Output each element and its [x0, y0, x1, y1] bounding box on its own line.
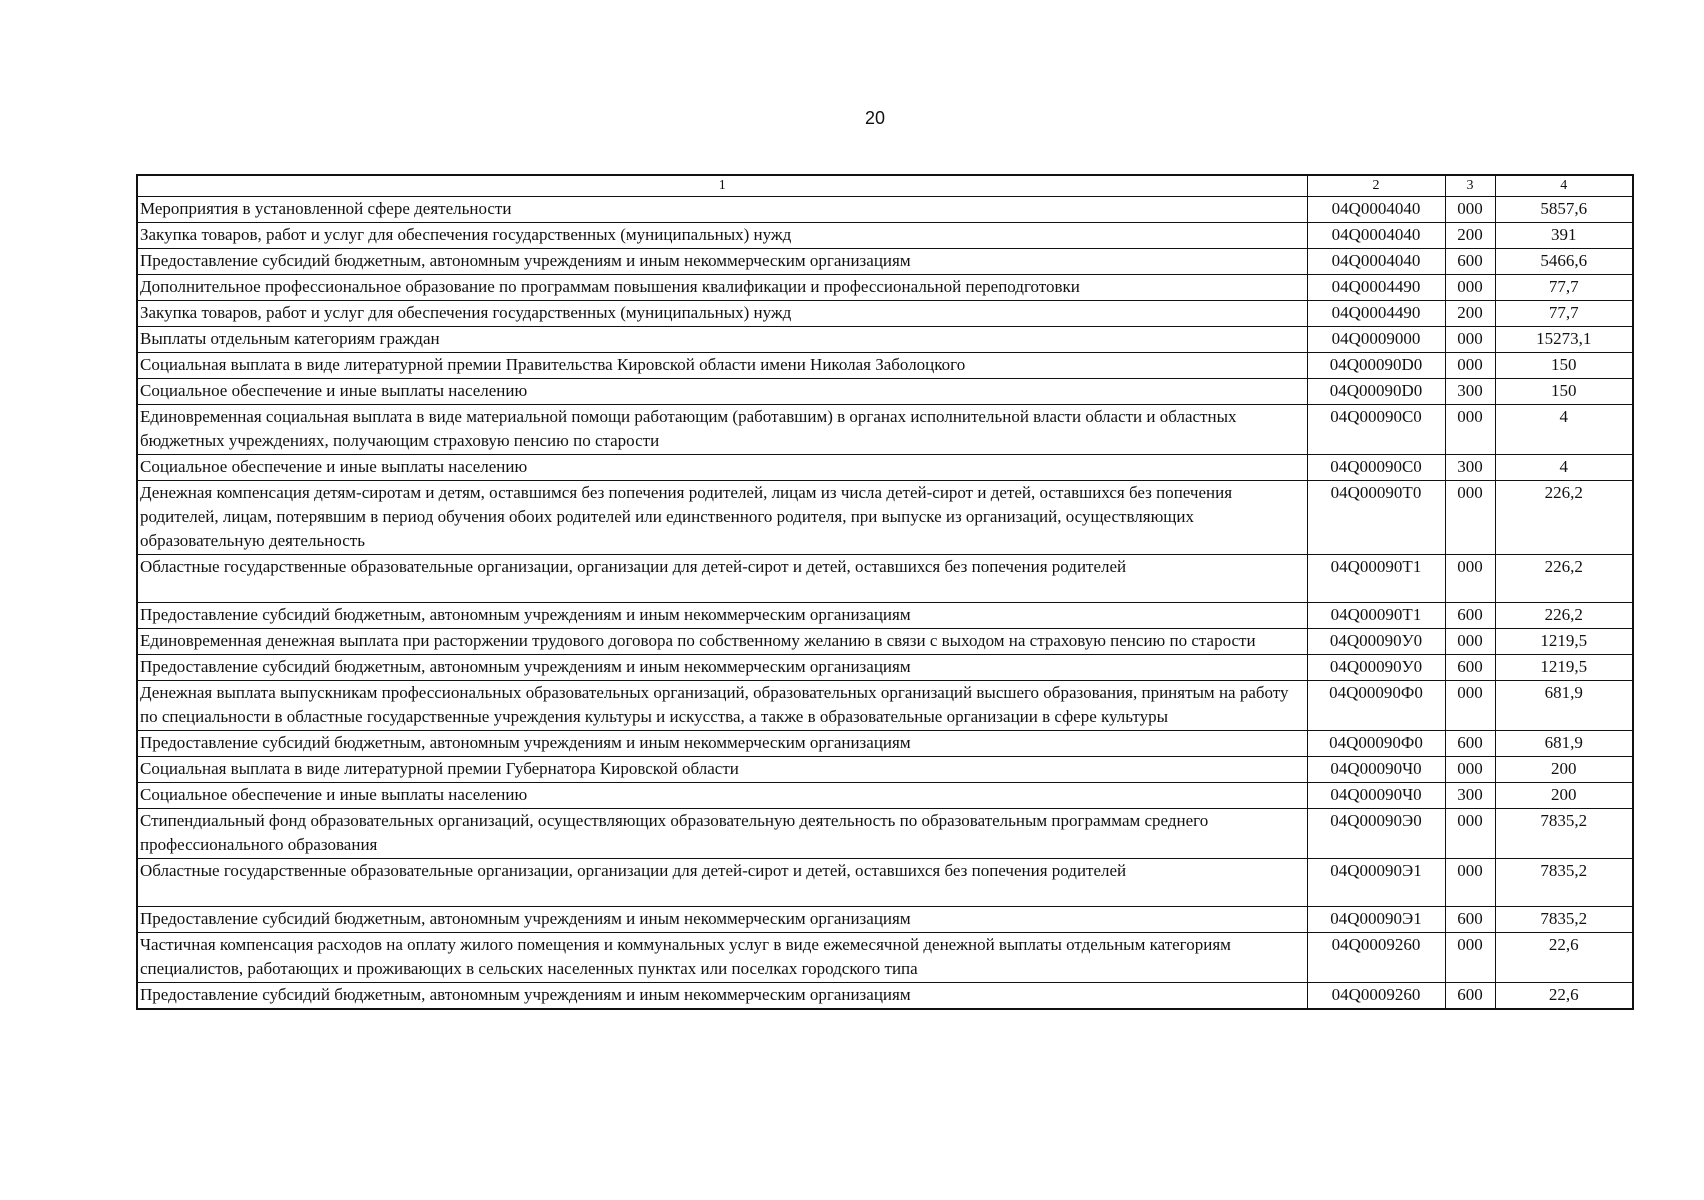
row-expense-type-cell: 000	[1445, 353, 1495, 379]
table-header-row	[137, 175, 1633, 197]
table-row	[137, 933, 1633, 983]
row-amount-cell: 681,9	[1495, 681, 1633, 731]
row-code-cell: 04Q00090Ф0	[1307, 731, 1445, 757]
row-expense-type-cell: 000	[1445, 629, 1495, 655]
table-row	[137, 757, 1633, 783]
table-row	[137, 681, 1633, 731]
row-name-cell: Денежная компенсация детям-сиротам и детям, оставшимся без попечения родителей, лицам из числа детей-сирот и детей, оставшихся без попечения родителей, лицам, потерявшим в период обучения обоих родителей или единственного родителя, при выпуске из организаций, осуществляющих образовательную деятельность	[137, 481, 1307, 555]
column-number-2: 2	[1307, 175, 1445, 197]
row-name-cell: Денежная выплата выпускникам профессиональных образовательных организаций, образовательных организаций высшего образования, принятым на работу по специальности в областные государственные учреждения культуры и искусства, а также в образовательные организации в сфере культуры	[137, 681, 1307, 731]
row-name-cell: Социальное обеспечение и иные выплаты населению	[137, 379, 1307, 405]
row-name-cell: Социальное обеспечение и иные выплаты населению	[137, 455, 1307, 481]
row-amount-cell: 226,2	[1495, 555, 1633, 603]
table-row	[137, 379, 1633, 405]
row-expense-type-cell: 200	[1445, 301, 1495, 327]
row-code-cell: 04Q0004040	[1307, 249, 1445, 275]
column-number-4: 4	[1495, 175, 1633, 197]
row-amount-cell: 1219,5	[1495, 655, 1633, 681]
row-amount-cell: 22,6	[1495, 983, 1633, 1010]
row-name-cell: Социальное обеспечение и иные выплаты населению	[137, 783, 1307, 809]
row-code-cell: 04Q00090Э1	[1307, 859, 1445, 907]
budget-table-body	[137, 175, 1633, 1009]
row-name-cell: Социальная выплата в виде литературной премии Правительства Кировской области имени Николая Заболоцкого	[137, 353, 1307, 379]
row-expense-type-cell: 600	[1445, 731, 1495, 757]
table-row	[137, 655, 1633, 681]
row-name-cell: Мероприятия в установленной сфере деятельности	[137, 197, 1307, 223]
table-row	[137, 783, 1633, 809]
row-amount-cell: 150	[1495, 353, 1633, 379]
row-expense-type-cell: 600	[1445, 983, 1495, 1010]
table-row	[137, 223, 1633, 249]
row-code-cell: 04Q0004040	[1307, 223, 1445, 249]
table-row	[137, 327, 1633, 353]
row-amount-cell: 681,9	[1495, 731, 1633, 757]
row-code-cell: 04Q0004490	[1307, 275, 1445, 301]
row-amount-cell: 200	[1495, 757, 1633, 783]
page-number: 20	[864, 108, 886, 128]
row-name-cell: Предоставление субсидий бюджетным, автономным учреждениям и иным некоммерческим организациям	[137, 655, 1307, 681]
row-name-cell: Областные государственные образовательные организации, организации для детей-сирот и детей, оставшихся без попечения родителей	[137, 555, 1307, 603]
row-amount-cell: 226,2	[1495, 481, 1633, 555]
row-name-cell: Предоставление субсидий бюджетным, автономным учреждениям и иным некоммерческим организациям	[137, 907, 1307, 933]
row-code-cell: 04Q00090T0	[1307, 481, 1445, 555]
row-name-cell: Предоставление субсидий бюджетным, автономным учреждениям и иным некоммерческим организациям	[137, 249, 1307, 275]
table-row	[137, 907, 1633, 933]
row-expense-type-cell: 000	[1445, 481, 1495, 555]
row-code-cell: 04Q00090Э0	[1307, 809, 1445, 859]
row-amount-cell: 1219,5	[1495, 629, 1633, 655]
row-code-cell: 04Q00090У0	[1307, 629, 1445, 655]
table-row	[137, 859, 1633, 907]
row-amount-cell: 5466,6	[1495, 249, 1633, 275]
row-amount-cell: 15273,1	[1495, 327, 1633, 353]
row-expense-type-cell: 200	[1445, 223, 1495, 249]
row-amount-cell: 77,7	[1495, 301, 1633, 327]
row-amount-cell: 22,6	[1495, 933, 1633, 983]
row-name-cell: Единовременная социальная выплата в виде материальной помощи работающим (работавшим) в органах исполнительной власти области и областных бюджетных учреждениях, получающим страховую пенсию по старости	[137, 405, 1307, 455]
column-number-1: 1	[137, 175, 1307, 197]
row-expense-type-cell: 000	[1445, 859, 1495, 907]
table-row	[137, 353, 1633, 379]
table-row	[137, 275, 1633, 301]
row-name-cell: Предоставление субсидий бюджетным, автономным учреждениям и иным некоммерческим организациям	[137, 983, 1307, 1010]
row-code-cell: 04Q00090У0	[1307, 655, 1445, 681]
row-expense-type-cell: 000	[1445, 809, 1495, 859]
row-expense-type-cell: 000	[1445, 933, 1495, 983]
budget-table	[136, 174, 1634, 1010]
row-amount-cell: 77,7	[1495, 275, 1633, 301]
row-code-cell: 04Q00090Ч0	[1307, 757, 1445, 783]
table-row	[137, 555, 1633, 603]
row-expense-type-cell: 600	[1445, 603, 1495, 629]
table-row	[137, 603, 1633, 629]
row-name-cell: Предоставление субсидий бюджетным, автономным учреждениям и иным некоммерческим организациям	[137, 603, 1307, 629]
row-amount-cell: 7835,2	[1495, 859, 1633, 907]
row-code-cell: 04Q0009260	[1307, 983, 1445, 1010]
row-code-cell: 04Q00090Э1	[1307, 907, 1445, 933]
row-expense-type-cell: 000	[1445, 555, 1495, 603]
table-row	[137, 249, 1633, 275]
column-number-3: 3	[1445, 175, 1495, 197]
row-code-cell: 04Q00090Ч0	[1307, 783, 1445, 809]
table-row	[137, 197, 1633, 223]
table-row	[137, 405, 1633, 455]
row-code-cell: 04Q00090D0	[1307, 353, 1445, 379]
row-expense-type-cell: 600	[1445, 907, 1495, 933]
table-row	[137, 731, 1633, 757]
row-code-cell: 04Q00090T1	[1307, 555, 1445, 603]
row-amount-cell: 226,2	[1495, 603, 1633, 629]
table-row	[137, 455, 1633, 481]
row-expense-type-cell: 300	[1445, 379, 1495, 405]
row-code-cell: 04Q00090C0	[1307, 405, 1445, 455]
table-row	[137, 983, 1633, 1010]
row-expense-type-cell: 300	[1445, 783, 1495, 809]
row-name-cell: Единовременная денежная выплата при расторжении трудового договора по собственному желанию в связи с выходом на страховую пенсию по старости	[137, 629, 1307, 655]
row-name-cell: Частичная компенсация расходов на оплату жилого помещения и коммунальных услуг в виде ежемесячной денежной выплаты отдельным категориям специалистов, работающих и проживающих в сельских населенных пунктах или поселках городского типа	[137, 933, 1307, 983]
row-amount-cell: 5857,6	[1495, 197, 1633, 223]
row-amount-cell: 150	[1495, 379, 1633, 405]
row-amount-cell: 4	[1495, 405, 1633, 455]
row-name-cell: Закупка товаров, работ и услуг для обеспечения государственных (муниципальных) нужд	[137, 223, 1307, 249]
row-expense-type-cell: 600	[1445, 249, 1495, 275]
row-amount-cell: 200	[1495, 783, 1633, 809]
row-code-cell: 04Q00090D0	[1307, 379, 1445, 405]
row-expense-type-cell: 000	[1445, 275, 1495, 301]
row-code-cell: 04Q0009000	[1307, 327, 1445, 353]
row-expense-type-cell: 600	[1445, 655, 1495, 681]
row-amount-cell: 4	[1495, 455, 1633, 481]
row-name-cell: Социальная выплата в виде литературной премии Губернатора Кировской области	[137, 757, 1307, 783]
table-row	[137, 809, 1633, 859]
row-name-cell: Закупка товаров, работ и услуг для обеспечения государственных (муниципальных) нужд	[137, 301, 1307, 327]
row-code-cell: 04Q0009260	[1307, 933, 1445, 983]
row-expense-type-cell: 000	[1445, 405, 1495, 455]
row-code-cell: 04Q00090C0	[1307, 455, 1445, 481]
row-name-cell: Дополнительное профессиональное образование по программам повышения квалификации и профессиональной переподготовки	[137, 275, 1307, 301]
row-code-cell: 04Q0004040	[1307, 197, 1445, 223]
row-expense-type-cell: 000	[1445, 327, 1495, 353]
table-row	[137, 301, 1633, 327]
row-code-cell: 04Q00090Ф0	[1307, 681, 1445, 731]
row-amount-cell: 7835,2	[1495, 809, 1633, 859]
row-amount-cell: 7835,2	[1495, 907, 1633, 933]
row-name-cell: Областные государственные образовательные организации, организации для детей-сирот и детей, оставшихся без попечения родителей	[137, 859, 1307, 907]
row-name-cell: Стипендиальный фонд образовательных организаций, осуществляющих образовательную деятельность по образовательным программам среднего профессионального образования	[137, 809, 1307, 859]
row-expense-type-cell: 300	[1445, 455, 1495, 481]
row-expense-type-cell: 000	[1445, 197, 1495, 223]
row-name-cell: Предоставление субсидий бюджетным, автономным учреждениям и иным некоммерческим организациям	[137, 731, 1307, 757]
table-row	[137, 481, 1633, 555]
row-expense-type-cell: 000	[1445, 757, 1495, 783]
row-code-cell: 04Q00090T1	[1307, 603, 1445, 629]
row-amount-cell: 391	[1495, 223, 1633, 249]
table-row	[137, 629, 1633, 655]
row-expense-type-cell: 000	[1445, 681, 1495, 731]
row-name-cell: Выплаты отдельным категориям граждан	[137, 327, 1307, 353]
row-code-cell: 04Q0004490	[1307, 301, 1445, 327]
